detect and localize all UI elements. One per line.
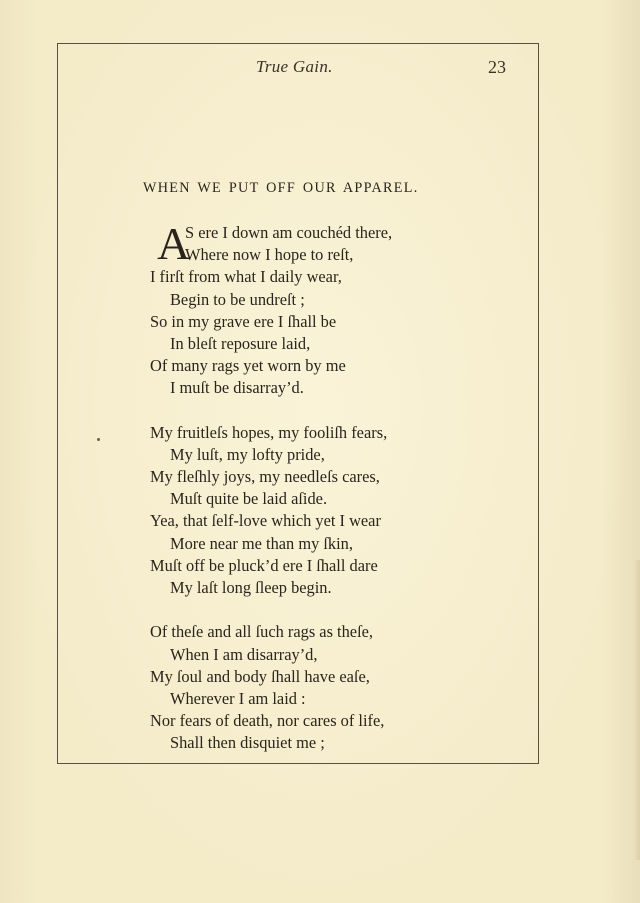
poem-body (150, 218, 470, 777)
poem-line: I muſt be disarray’d. (170, 378, 304, 398)
poem-line: Wherever I am laid : (170, 688, 306, 708)
poem-line: My laſt long ſleep begin. (170, 578, 332, 597)
poem-line: Of many rags yet worn by me (150, 356, 346, 376)
poem-line: Muſt off be pluck’d ere I ſhall dare (150, 555, 378, 575)
poem-line: When I am disarray’d, (170, 644, 318, 664)
poem-line: In bleſt reposure laid, (170, 333, 311, 353)
drop-cap: A (157, 218, 191, 269)
poem-opening (150, 218, 470, 269)
ink-speck (97, 438, 100, 441)
poem-line: Nor fears of death, nor cares of life, (150, 711, 385, 731)
poem-line: I firſt from what I daily wear, (150, 267, 342, 287)
stanza-3 (150, 621, 470, 754)
poem-line: So in my grave ere I ſhall be (150, 311, 337, 331)
stanza-2 (150, 422, 470, 600)
poem-line: S ere I down am couchéd there, (185, 223, 393, 242)
poem-line: Shall then disquiet me ; (170, 733, 325, 753)
poem-line: Muſt quite be laid aſide. (170, 489, 328, 509)
poem-line: More near me than my ſkin, (170, 533, 353, 553)
page-number: 23 (488, 57, 506, 77)
running-head (0, 57, 640, 81)
poem-line: Where now I hope to reſt, (185, 245, 354, 265)
poem-line: Yea, that ſelf-love which yet I wear (150, 511, 381, 531)
poem-line: My fleſhly joys, my needleſs cares, (150, 467, 380, 487)
page-edge-shadow (634, 560, 640, 860)
poem-line: My luſt, my lofty pride, (170, 444, 325, 464)
running-head-title: True Gain. (256, 57, 333, 76)
poem-title: WHEN WE PUT OFF OUR APPAREL. (143, 180, 419, 196)
poem-line: My fruitleſs hopes, my fooliſh fears, (150, 422, 388, 442)
poem-line: My ſoul and body ſhall have eaſe, (150, 666, 370, 686)
poem-line: Begin to be undreſt ; (170, 289, 305, 309)
stanza-1 (150, 218, 470, 400)
poem-line: Of theſe and all ſuch rags as theſe, (150, 622, 374, 642)
